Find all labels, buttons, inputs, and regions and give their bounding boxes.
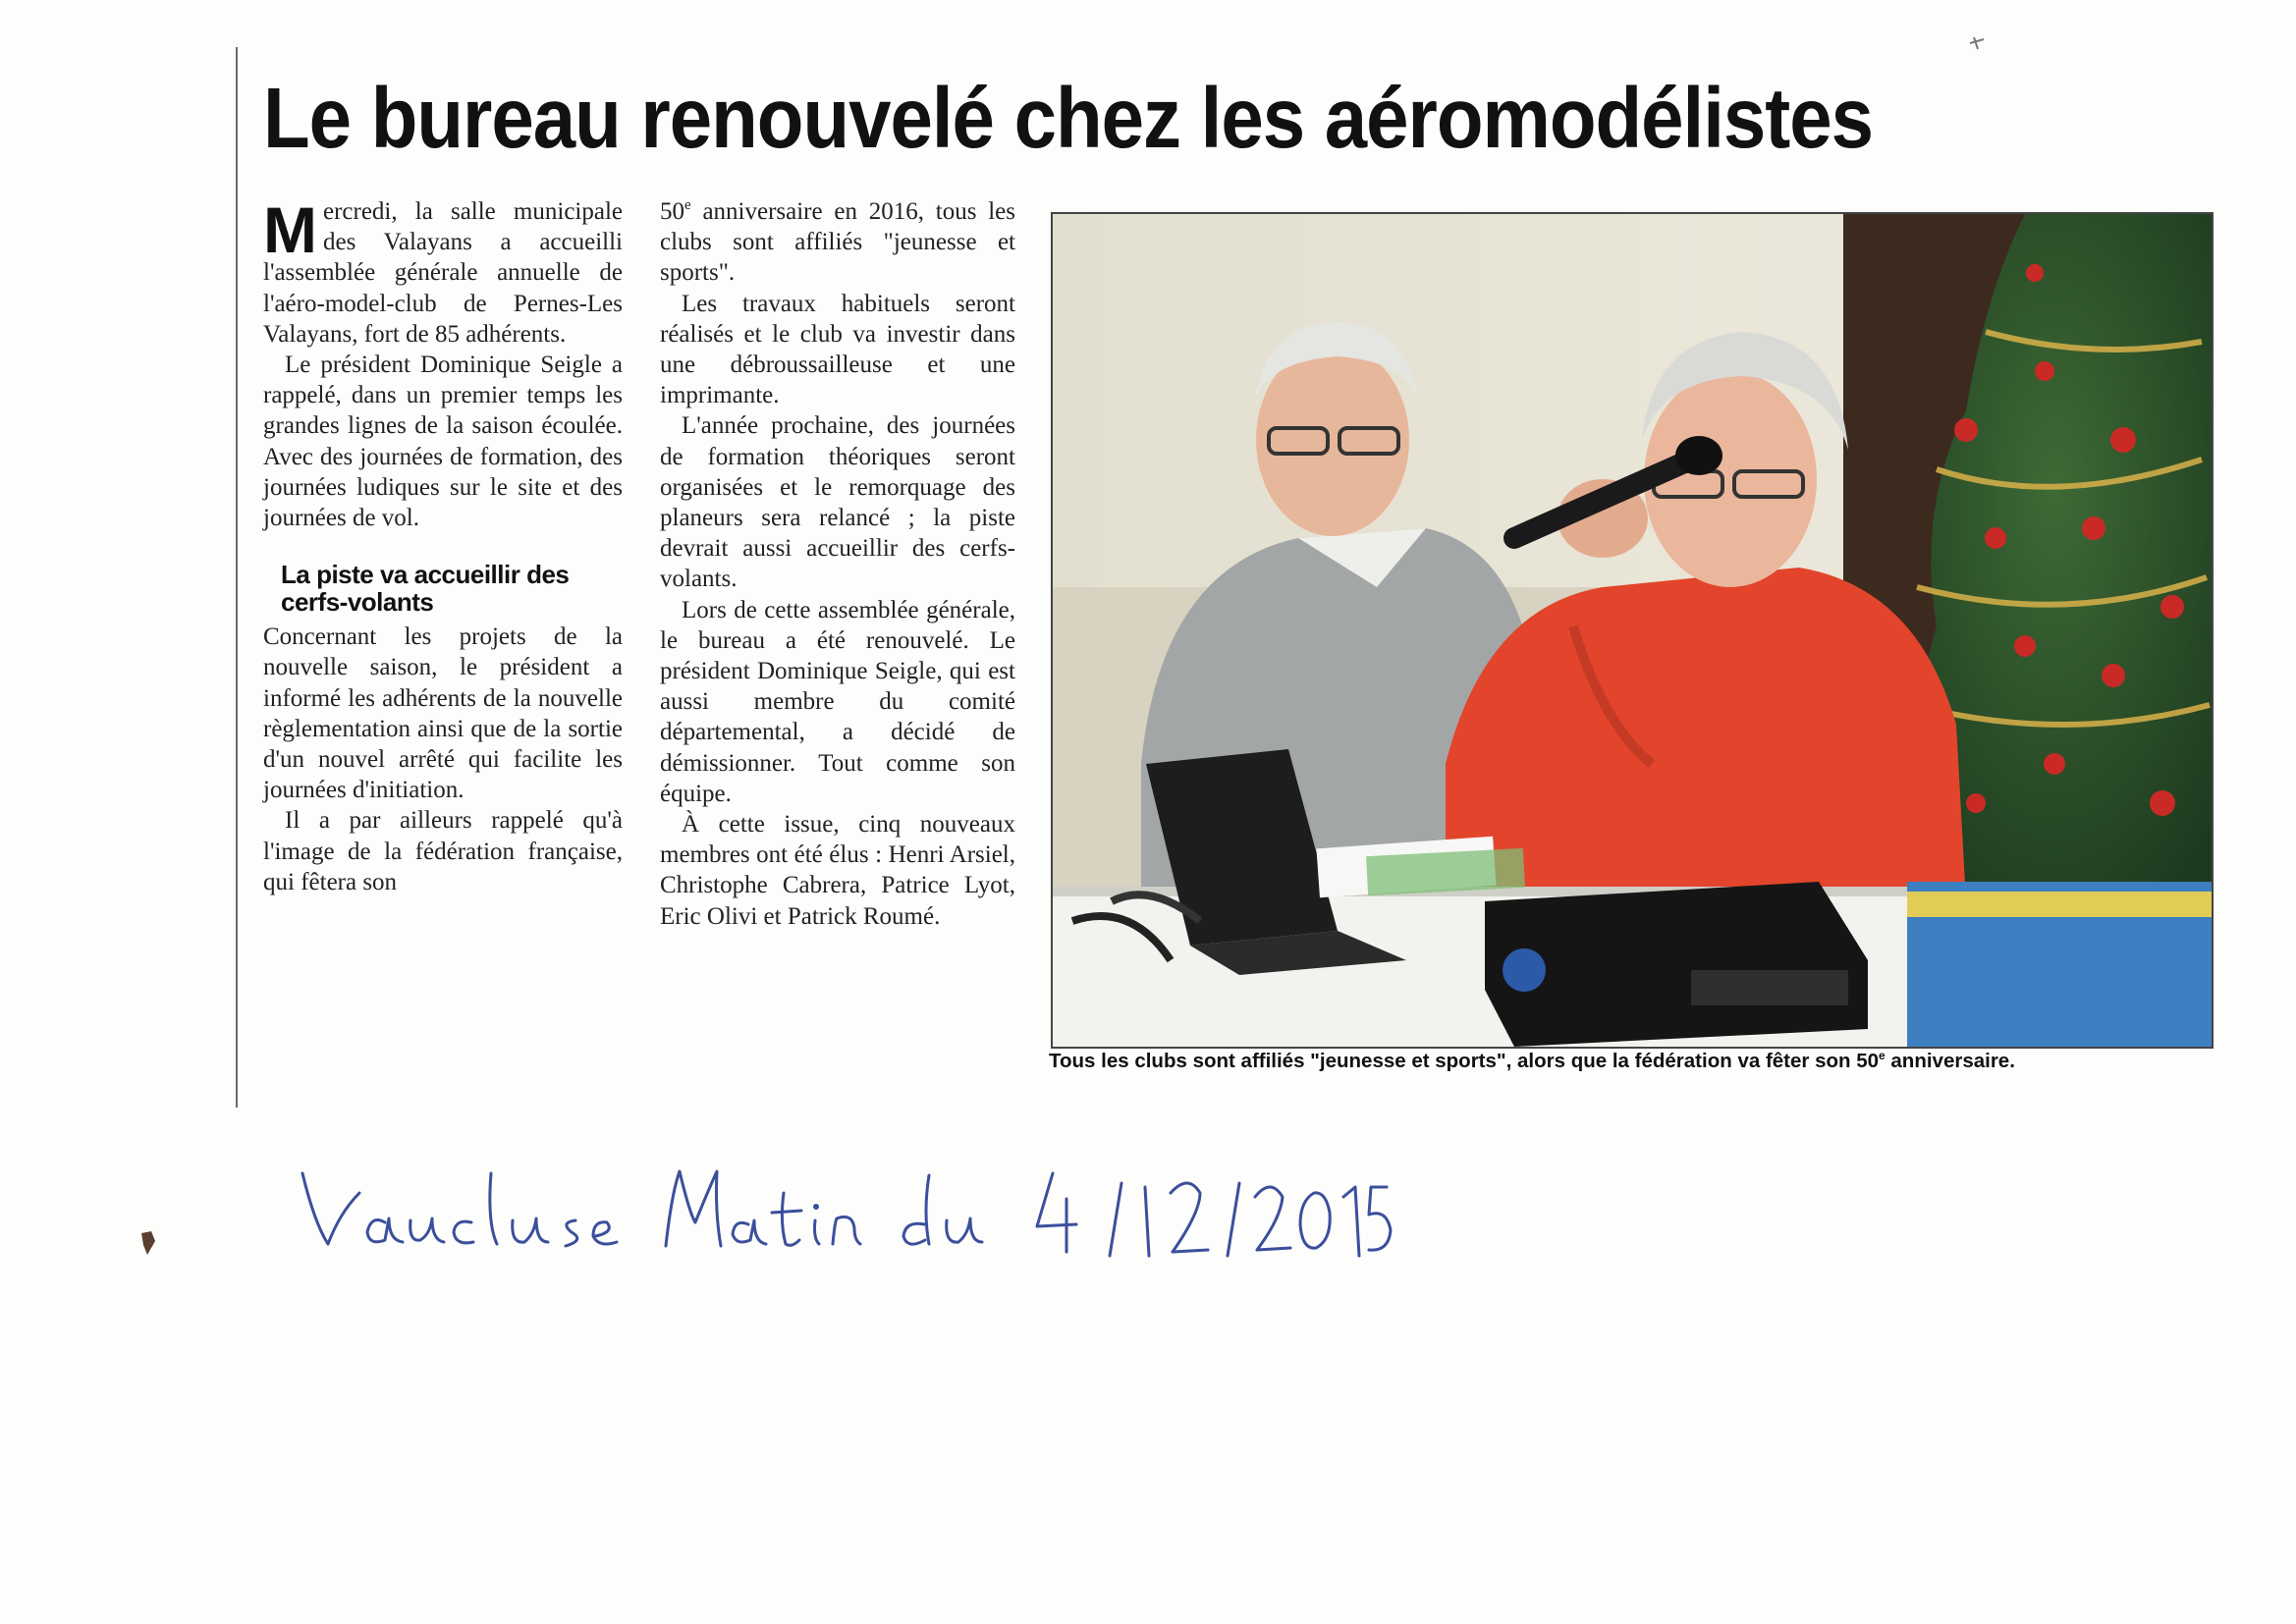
paragraph: Concernant les projets de la nouvelle saison, le président a informé les adhérents de la nouvelle règlementation ainsi que de la sortie d'un nouvel arrêté qui facilite les journées d'initiation. — [263, 623, 623, 804]
photo-caption: Tous les clubs sont affiliés "jeunesse et sports", alors que la fédération va fêter son 50e anniversaire. — [1049, 1049, 2015, 1072]
article-photo — [1051, 212, 2214, 1049]
column-rule — [236, 47, 238, 1108]
scan-speck — [137, 1229, 161, 1259]
paragraph: Lors de cette assemblée générale, le bureau a été renouvelé. Le président Dominique Seigle, qui est aussi membre du comité départemental, a décidé de démissionner. Tout comme son équipe. — [660, 596, 1015, 807]
drop-cap: M — [263, 193, 317, 266]
paragraph: Les travaux habituels seront réalisés et le club va investir dans une débroussailleuse et une imprimante. — [660, 290, 1015, 409]
scan-speck — [1968, 35, 1986, 51]
article-column-1 — [263, 193, 623, 897]
photo-scene — [1053, 214, 2212, 1047]
paragraph: L'année prochaine, des journées de formation théoriques seront organisées et le remorquage des planeurs sera relancé ; la piste devrait aussi accueillir des cerfs-volants. — [660, 412, 1015, 593]
article-column-2 — [660, 196, 1015, 932]
article-headline: Le bureau renouvelé chez les aéromodélistes — [263, 69, 1873, 167]
section-subheading: La piste va accueillir des cerfs-volants — [281, 560, 570, 618]
paragraph: Il a par ailleurs rappelé qu'à l'image de la fédération française, qui fêtera son — [263, 807, 623, 895]
paragraph: Mercredi, la salle municipale des Valayans a accueilli l'assemblée générale annuelle de l'aéro-model-club de Pernes-Les Valayans, fort de 85 adhérents. — [263, 193, 623, 348]
paragraph: Le président Dominique Seigle a rappelé, dans un premier temps les grandes lignes de la saison écoulée. Avec des journées de formation, des journées ludiques sur le site et des journées de vol. — [263, 352, 623, 532]
paragraph: À cette issue, cinq nouveaux membres ont été élus : Henri Arsiel, Christophe Cabrera, Patrice Lyot, Eric Olivi et Patrick Roumé. — [660, 811, 1015, 930]
paragraph: 50e anniversaire en 2016, tous les clubs sont affiliés "jeunesse et sports". — [660, 197, 1015, 287]
handwritten-source-note — [295, 1154, 1394, 1281]
